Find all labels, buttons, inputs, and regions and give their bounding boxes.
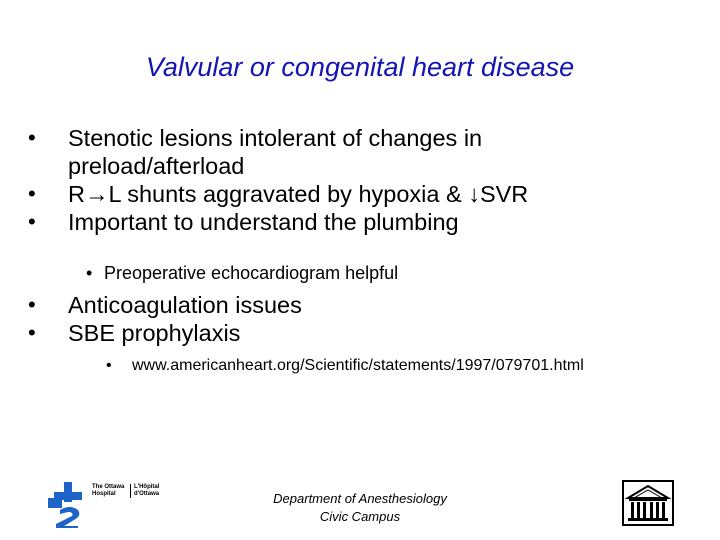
main-bullet-list xyxy=(28,124,528,236)
bullet-shunts: • R→L shunts aggravated by hypoxia & ↓SVR xyxy=(28,180,528,208)
bullet-plumbing: • Important to understand the plumbing xyxy=(28,208,528,236)
logo-divider xyxy=(130,484,131,498)
university-building-logo xyxy=(622,480,674,526)
main-bullet-list-2 xyxy=(28,291,302,347)
bullet-stenotic-lesions: • Stenotic lesions intolerant of changes in preload/afterload xyxy=(28,124,528,180)
footer-text xyxy=(250,490,470,526)
university-building-icon xyxy=(622,480,674,526)
sub-bullet-echo: • Preoperative echocardiogram helpful xyxy=(86,262,398,284)
ottawa-hospital-logo: The Ottawa Hospital L'Hôpital d'Ottawa xyxy=(46,482,166,528)
footer-department: Department of Anesthesiology xyxy=(273,491,447,506)
sub-bullet-url[interactable]: • www.americanheart.org/Scientific/statements/1997/079701.html xyxy=(106,356,584,376)
footer-campus: Civic Campus xyxy=(319,509,401,524)
right-arrow-icon: → xyxy=(84,181,109,207)
bullet-anticoagulation: • Anticoagulation issues xyxy=(28,291,302,319)
ottawa-hospital-cross-logo-icon xyxy=(46,482,90,528)
slide-title: Valvular or congenital heart disease xyxy=(145,52,575,82)
down-arrow-icon: ↓ xyxy=(468,181,480,207)
sub-bullet-list-2 xyxy=(106,356,584,376)
bullet-sbe-prophylaxis: • SBE prophylaxis xyxy=(28,319,302,347)
sub-bullet-list xyxy=(86,262,398,284)
